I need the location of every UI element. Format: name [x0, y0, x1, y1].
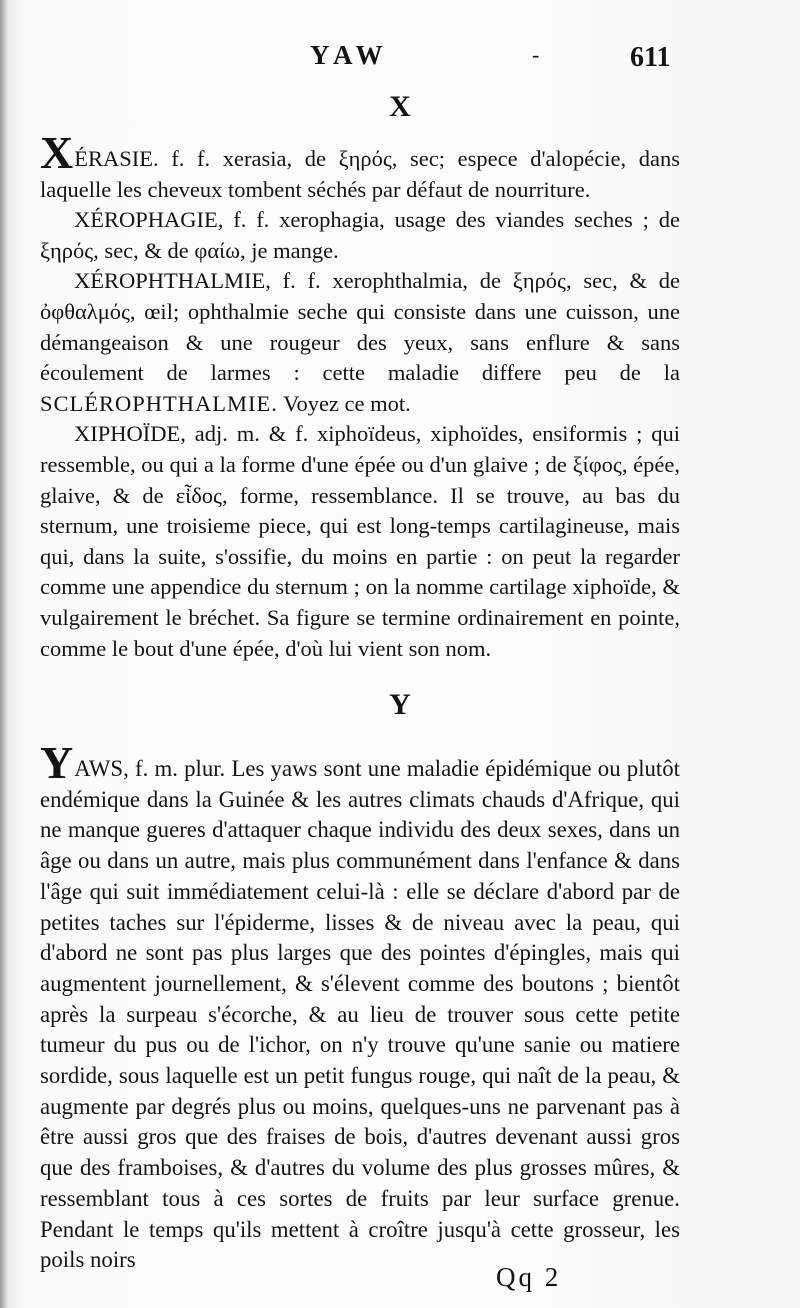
headword: AWS [74, 756, 124, 781]
section-letter-y: Y [389, 688, 411, 721]
headword: XÉROPHAGIE [74, 207, 218, 233]
cross-reference: SCLÉROPHTHALMIE. [40, 390, 278, 416]
signature-mark: Qq 2 [496, 1262, 562, 1292]
entry-xerophthalmie [40, 266, 680, 419]
headword: XÉROPHTHALMIE [74, 268, 266, 294]
entry-text: , adj. m. & f. xiphoïdeus, xiphoïdes, ensiformis ; qui ressemble, ou qui a la forme d'une épée ou d'un glaive ; de ξίφος, épée, glaive, & de εἶδος, forme, ressemblance. Il se trouve, au bas du sternum, une troisieme piece, qui est long-temps cartilagineuse, mais qui, dans la suite, s'ossifie, du moins en partie : on peut la regarder comme une appendice du sternum ; on la nomme cartilage xiphoïde, & vulgairement le bréchet. Sa figure se termine ordinairement en pointe, comme le bout d'une épée, d'où lui vient son nom. [40, 421, 680, 661]
header-dash: - [532, 42, 540, 67]
headword: XIPHOÏDE [74, 421, 181, 447]
entry-yaws [40, 737, 680, 1276]
entry-text-after: Voyez ce mot. [277, 390, 411, 416]
entry-text: , f. f. xerophagia, usage des viandes seches ; de ξηρός, sec, & de φαίω, je mange. [40, 207, 680, 263]
page-header [0, 40, 800, 80]
drop-cap: X [40, 127, 74, 178]
entry-text: , f. m. plur. Les yaws sont une maladie épidémique ou plutôt endémique dans la Guinée & les autres climats chauds d'Afrique, qui ne manque gueres d'attaquer chaque individu des deux sexes, dans un âge ou dans un autre, mais plus communément dans l'enfance & dans l'âge qui suit immédiatement celui-là : elle se déclare d'abord par de petites taches sur l'épiderme, lisses & de niveau avec la peau, qui d'abord ne sont pas plus larges que des pointes d'épingles, mais qui augmentent journellement, & s'élevent comme des boutons ; bientôt après la surpeau s'écorche, & au lieu de trouver sous cette petite tumeur du pus ou de l'ichor, on n'y trouve qu'une sanie ou matiere sordide, sous laquelle est un petit fungus rouge, qui naît de la peau, & augmente par degrés plus ou moins, quelques-uns ne parvenant pas à être aussi gros que des fraises de bois, d'autres devenant aussi gros que des framboises, & d'autres du volume des plus grosses mûres, & ressemblant tous à ces sortes de fruits par leur surface grenue. Pendant le temps qu'ils mettent à croître jusqu'à cette grosseur, les poils noirs [40, 756, 680, 1273]
entry-text: , f. f. xerophthalmia, de ξηρός, sec, & de ὀφθαλμός, œil; ophthalmie seche qui consiste dans une cuisson, une démangeaison & une rougeur des yeux, sans enflure & sans écoulement de larmes : cette maladie differe peu de la [40, 268, 680, 386]
entry-text: . f. f. xerasia, de ξηρός, sec; espece d'alopécie, dans laquelle les cheveux tombent séchés par défaut de nourriture. [40, 146, 680, 202]
section-x-body [40, 127, 680, 664]
section-letter-x: X [389, 90, 411, 123]
drop-cap: Y [40, 737, 74, 788]
page-number: 611 [630, 42, 671, 73]
section-y-body [40, 737, 680, 1276]
entry-xiphoide [40, 419, 680, 664]
running-head: YAW [310, 40, 389, 70]
headword: ÉRASIE [74, 146, 153, 171]
entry-xerophagie [40, 205, 680, 266]
entry-xerasie [40, 127, 680, 205]
